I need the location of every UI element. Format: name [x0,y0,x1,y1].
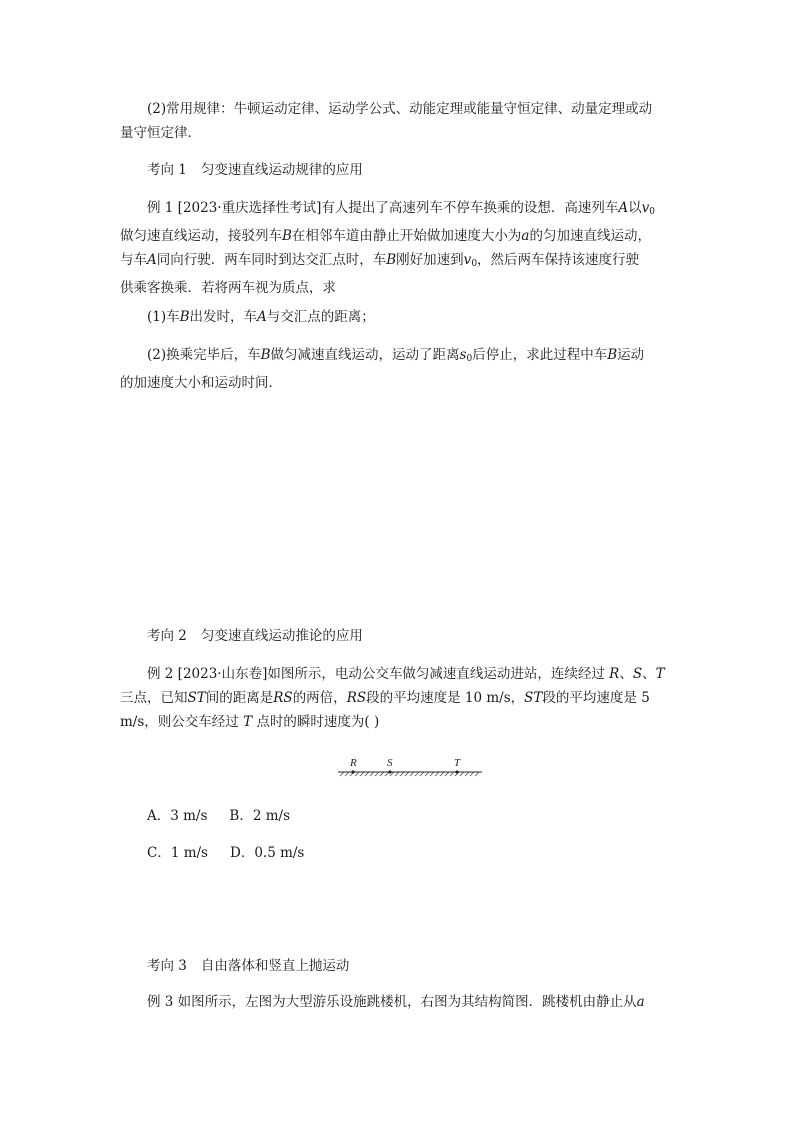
example-1 [120,196,678,300]
example-1-question-2 [120,343,678,395]
option-a[interactable]: A．3 m/s [147,808,208,824]
var-RS: RS [346,690,367,706]
ex2-text: 段的平均速度是 5 [542,690,650,706]
separator: 、 [642,666,656,682]
section-1-heading [147,160,363,180]
example-3 [120,990,678,1014]
q1-text: (1)车 [147,309,180,325]
ex1-text: 做匀速直线运动，接驳列车 [120,228,282,244]
q1-text: 出发时，车 [189,309,258,325]
section-2-heading [147,626,363,646]
subscript-0: 0 [466,354,473,364]
var-v: v [641,200,650,216]
label-T: T [454,757,461,769]
rules-paragraph [120,97,678,145]
var-A: A [618,200,629,216]
ex2-text: 点时的瞬时速度为( ) [256,714,380,730]
point-S [388,770,391,773]
var-B: B [282,228,292,244]
options-row-1 [147,806,290,826]
var-T: T [243,714,253,730]
option-b[interactable]: B．2 m/s [229,808,291,824]
section-3-heading [147,956,349,976]
ex3-text: 例 3 如图所示，左图为大型游乐设施跳楼机，右图为其结构简图．跳楼机由静止从 [147,994,637,1010]
var-a: a [636,994,645,1010]
q2-text: 的加速度大小和运动时间． [120,375,282,391]
option-c[interactable]: C．1 m/s [147,845,208,861]
var-B: B [179,309,190,325]
q2-text: (2)换乘完毕后，车 [147,347,261,363]
ex1-text: 同向行驶．两车同时到达交汇点时，车 [156,252,387,268]
example-1-question-1 [120,305,678,329]
ex1-text: 刚好加速到 [396,252,464,268]
q1-text: 与交汇点的距离； [266,309,375,325]
section-1-title: 匀变速直线运动规律的应用 [200,162,363,178]
q2-text: 做匀减速直线运动，运动了距离 [270,347,460,363]
var-a: a [521,228,530,244]
ex1-text: 在相邻车道由静止开始做加速度大小为 [291,228,522,244]
ex2-text: 间的距离是 [205,690,274,706]
ex1-text: 与车 [120,252,147,268]
rules-line-1: (2)常用规律：牛顿运动定律、运动学公式、动能定理或能量守恒定律、动量定理或动 [147,101,653,117]
options-row-2 [147,843,304,863]
ex1-text: 的匀加速直线运动， [529,228,651,244]
ex2-text: 三点，已知 [120,690,188,706]
section-3-title: 自由落体和竖直上抛运动 [200,958,350,974]
label-R: R [350,757,357,769]
var-RS: RS [273,690,293,706]
example-2 [120,662,678,734]
ex1-text: 以 [628,200,642,216]
var-T: T [655,666,665,682]
option-d[interactable]: D．0.5 m/s [230,845,305,861]
label-S: S [387,757,393,769]
ex2-text: 例 2 [2023·山东卷]如图所示，电动公交车做匀减速直线运动进站，连续经过 [147,666,605,682]
point-T [455,770,458,773]
separator: 、 [619,666,633,682]
rules-line-2: 量守恒定律． [120,125,201,141]
var-B: B [386,252,397,268]
ex2-text: 段的平均速度是 10 m/s， [366,690,525,706]
var-ST: ST [187,690,206,706]
subscript-0: 0 [649,207,655,217]
var-R: R [609,666,620,682]
ex2-text: 的两倍， [292,690,347,706]
var-B: B [607,347,618,363]
var-A: A [147,252,157,268]
var-s: s [459,347,467,363]
var-v: v [463,252,472,268]
ex1-text: 供乘客换乘．若将两车视为质点，求 [120,280,336,296]
subscript-0: 0 [471,259,478,269]
q2-text: 运动 [617,347,645,363]
var-B: B [260,347,271,363]
q2-text: 后停止，求此过程中车 [472,347,608,363]
road-diagram [336,755,486,779]
ex1-text: ，然后两车保持该速度行驶 [477,252,640,268]
section-2-label: 考向 2 [147,628,187,644]
point-R [351,770,354,773]
var-ST: ST [524,690,543,706]
section-2-title: 匀变速直线运动推论的应用 [200,628,363,644]
var-S: S [632,666,643,682]
section-3-label: 考向 3 [147,958,187,974]
ex1-text: 例 1 [2023·重庆选择性考试]有人提出了高速列车不停车换乘的设想．高速列车 [147,200,619,216]
section-1-label: 考向 1 [147,162,187,178]
var-A: A [257,309,267,325]
ex2-text: m/s，则公交车经过 [120,714,239,730]
